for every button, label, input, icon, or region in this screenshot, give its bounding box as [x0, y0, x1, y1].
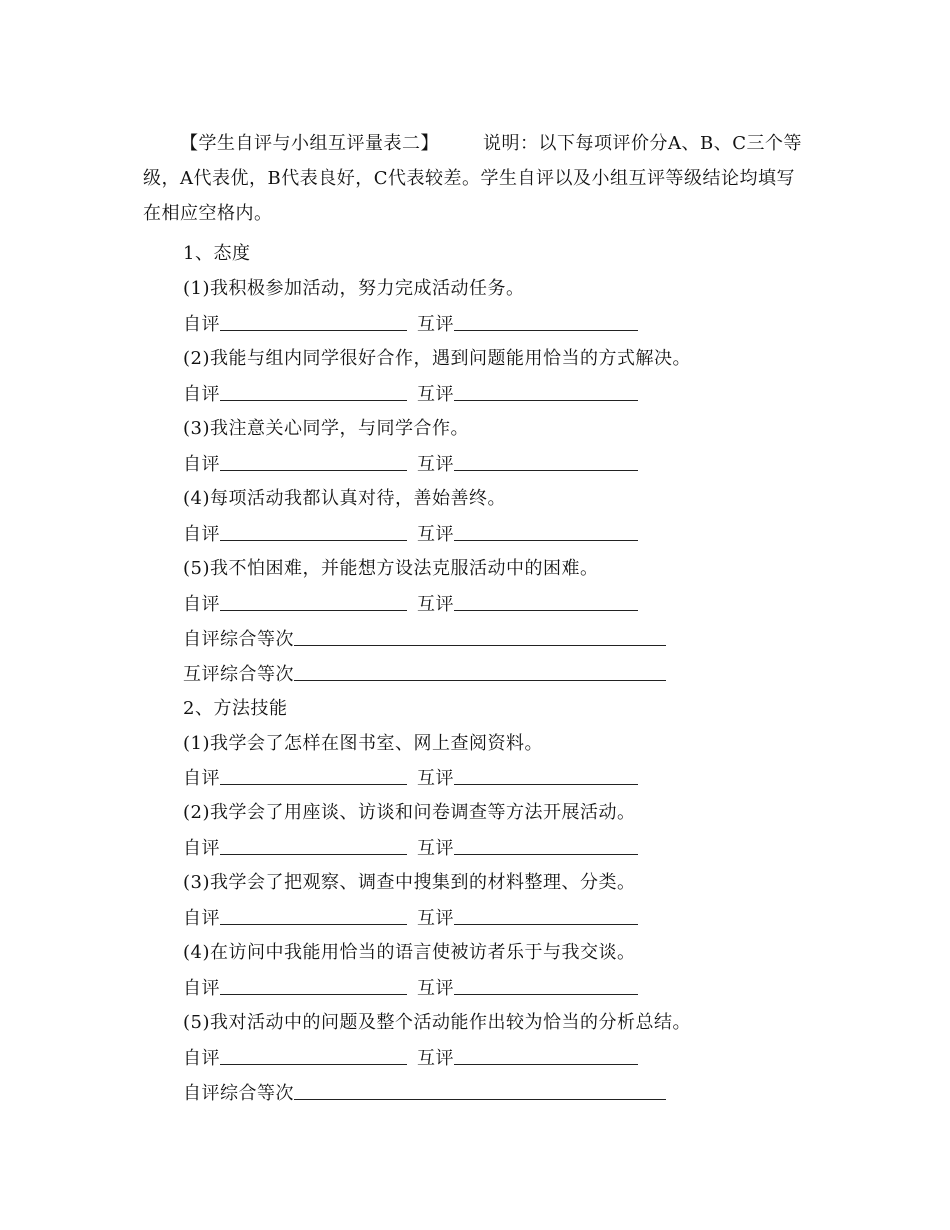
peer-label: 互评: [417, 768, 454, 789]
rating-row: [183, 1044, 638, 1072]
peer-total-blank[interactable]: [294, 660, 666, 681]
section-heading: 2、方法技能: [183, 698, 288, 719]
peer-label: 互评: [417, 384, 454, 405]
peer-label: 互评: [417, 978, 454, 999]
peer-total-label: 互评综合等次: [183, 664, 294, 685]
form-description: 说明：以下每项评价分A、B、C三个等级，A代表优，B代表良好，C代表较差。学生自评以及小组互评等级结论均填写在相应空格内。: [143, 133, 802, 224]
item-statement: (3)我注意关心同学，与同学合作。: [183, 418, 469, 439]
self-label: 自评: [183, 768, 220, 789]
peer-rating-blank[interactable]: [454, 1044, 638, 1065]
peer-total-row: [183, 660, 666, 688]
peer-rating-blank[interactable]: [454, 834, 638, 855]
rating-row: [183, 974, 638, 1002]
self-rating-blank[interactable]: [220, 974, 407, 995]
rating-row: [183, 590, 638, 618]
item-statement: (4)在访问中我能用恰当的语言使被访者乐于与我交谈。: [183, 942, 636, 963]
intro-paragraph: [143, 126, 803, 231]
section-heading: 1、态度: [183, 243, 251, 264]
self-rating-blank[interactable]: [220, 310, 407, 331]
item-statement: (2)我学会了用座谈、访谈和问卷调查等方法开展活动。: [183, 802, 636, 823]
self-label: 自评: [183, 1048, 220, 1069]
self-rating-blank[interactable]: [220, 590, 407, 611]
self-total-blank[interactable]: [294, 625, 666, 646]
self-rating-blank[interactable]: [220, 380, 407, 401]
self-rating-blank[interactable]: [220, 520, 407, 541]
peer-rating-blank[interactable]: [454, 310, 638, 331]
item-statement: (2)我能与组内同学很好合作，遇到问题能用恰当的方式解决。: [183, 348, 691, 369]
form-title: 【学生自评与小组互评量表二】: [180, 133, 439, 154]
self-rating-blank[interactable]: [220, 450, 407, 471]
peer-label: 互评: [417, 314, 454, 335]
item-statement: (5)我对活动中的问题及整个活动能作出较为恰当的分析总结。: [183, 1012, 691, 1033]
peer-label: 互评: [417, 1048, 454, 1069]
self-label: 自评: [183, 838, 220, 859]
self-rating-blank[interactable]: [220, 834, 407, 855]
item-statement: (5)我不怕困难，并能想方设法克服活动中的困难。: [183, 558, 599, 579]
self-rating-blank[interactable]: [220, 1044, 407, 1065]
rating-row: [183, 310, 638, 338]
peer-rating-blank[interactable]: [454, 764, 638, 785]
self-label: 自评: [183, 384, 220, 405]
rating-row: [183, 764, 638, 792]
self-total-row: [183, 1079, 666, 1107]
peer-label: 互评: [417, 594, 454, 615]
peer-label: 互评: [417, 908, 454, 929]
peer-rating-blank[interactable]: [454, 590, 638, 611]
peer-rating-blank[interactable]: [454, 974, 638, 995]
self-label: 自评: [183, 594, 220, 615]
rating-row: [183, 904, 638, 932]
rating-row: [183, 520, 638, 548]
peer-label: 互评: [417, 454, 454, 475]
self-rating-blank[interactable]: [220, 904, 407, 925]
peer-rating-blank[interactable]: [454, 380, 638, 401]
item-statement: (1)我学会了怎样在图书室、网上查阅资料。: [183, 733, 543, 754]
peer-label: 互评: [417, 838, 454, 859]
rating-row: [183, 380, 638, 408]
self-rating-blank[interactable]: [220, 764, 407, 785]
peer-rating-blank[interactable]: [454, 520, 638, 541]
self-total-label: 自评综合等次: [183, 1083, 294, 1104]
item-statement: (4)每项活动我都认真对待，善始善终。: [183, 488, 506, 509]
rating-row: [183, 834, 638, 862]
self-label: 自评: [183, 908, 220, 929]
self-label: 自评: [183, 978, 220, 999]
peer-rating-blank[interactable]: [454, 450, 638, 471]
self-label: 自评: [183, 524, 220, 545]
self-total-label: 自评综合等次: [183, 629, 294, 650]
self-label: 自评: [183, 314, 220, 335]
peer-rating-blank[interactable]: [454, 904, 638, 925]
self-total-row: [183, 625, 666, 653]
rating-row: [183, 450, 638, 478]
self-total-blank[interactable]: [294, 1079, 666, 1100]
item-statement: (1)我积极参加活动，努力完成活动任务。: [183, 278, 525, 299]
peer-label: 互评: [417, 524, 454, 545]
self-label: 自评: [183, 454, 220, 475]
item-statement: (3)我学会了把观察、调查中搜集到的材料整理、分类。: [183, 872, 636, 893]
